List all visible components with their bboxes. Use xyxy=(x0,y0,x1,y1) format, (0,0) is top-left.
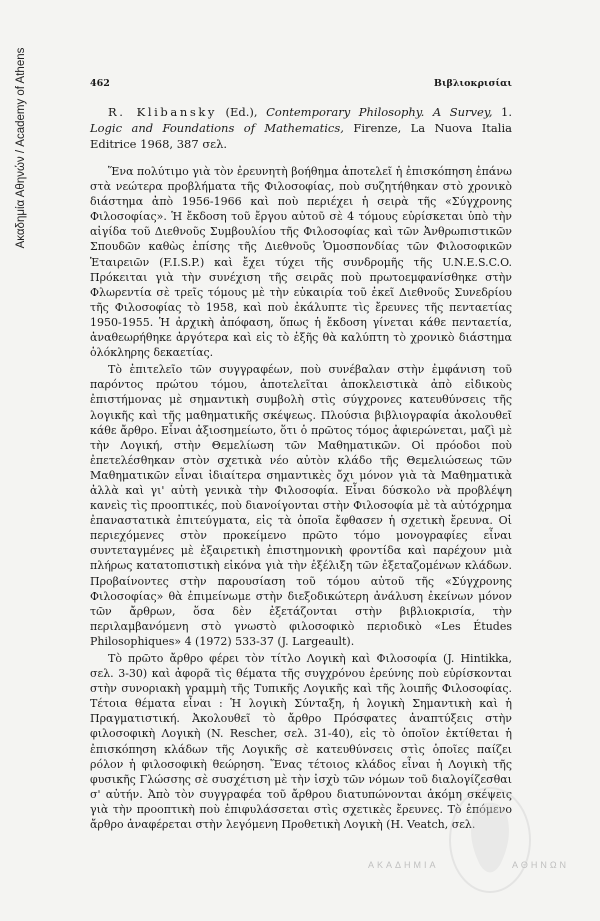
paragraph-2: Τὸ ἐπιτελεῖο τῶν συγγραφέων, ποὺ συνέβαλαν στὴν ἐμφάνιση τοῦ παρόντος πρώτου τόμου, ἀποτελεῖται ἀποκλειστικὰ ἀπὸ εἰδικοὺς ἐπιστήμονας μὲ σημαντικὴ συμβολὴ στὶς σύγχρονες κατευθύνσεις τῆς λογικῆς καὶ τῆς μαθηματικῆς σκέψεως. Πλούσια βιβλιογραφία ἀκολουθεῖ κάθε ἄρθρο. Εἶναι ἀξιοσημείωτο, ὅτι ὁ πρῶτος τόμος ἀφιερώνεται, μαζὶ μὲ τὴν Λογική, στὴν Θεμελίωση τῶν Μαθηματικῶν. Οἱ πρόοδοι ποὺ ἐπετελέσθηκαν στὸν σχετικὰ νέο αὐτὸν κλάδο τῆς Θεμελιώσεως τῶν Μαθηματικῶν εἶναι ἰδιαίτερα σημαντικὲς ὄχι μόνον γιὰ τὰ Μαθηματικὰ ἀλλὰ καὶ γι' αὐτὴ γενικὰ τὴν Φιλοσοφία. Εἶναι δύσκολο νὰ προβλέψη κανεὶς τὶς προοπτικές, ποὺ διανοίγονται στὴν Φιλοσοφία μὲ τὰ αὐτόχρημα ἐπαναστατικὰ ἐπιτεύγματα, εἰς τὰ ὁποῖα ἔφθασεν ἡ σχετικὴ ἔρευνα. Οἱ περιεχόμενες στὸν προκείμενο πρῶτο τόμο μονογραφίες εἶναι συντεταγμένες μὲ ἐξαιρετικὴ ἐπιστημονικὴ φροντίδα καὶ παρέχουν μιὰ πλήρως κατατοπιστικὴ εἰκόνα γιὰ τὴν ἐξέλιξη τῶν ἐξεταζομένων κλάδων. Προβαίνοντες στὴν παρουσίαση τοῦ τόμου αὐτοῦ τῆς «Σύγχρονης Φιλοσοφίας» θὰ ἐπιμείνωμε στὴν διεξοδικώτερη ἀνάλυση ἐκείνων μόνον τῶν ἄρθρων, ὅσα δὲν ἐξετάζονται στὴν βιβλιοκρισία, τὴν περιλαμβανόμενη στὸ γνωστὸ φιλοσοφικὸ περιοδικὸ «Les Études Philosophiques» 4 (1972) 533-37 (J. Largeault). xyxy=(90,363,512,648)
paragraph-3: Τὸ πρῶτο ἄρθρο φέρει τὸν τίτλο Λογικὴ καὶ Φιλοσοφία (J. Hintikka, σελ. 3-30) καὶ ἀφορᾶ τὶς θέματα τῆς συγχρόνου ἐρεύνης ποὺ εὑρίσκονται στὴν συνοριακὴ γραμμὴ τῆς Τυπικῆς Λογικῆς καὶ τῆς λοιπῆς Φιλοσοφίας. Τέτοια θέματα εἶναι : Ἡ λογικὴ Σύνταξη, ἡ λογικὴ Σημαντικὴ καὶ ἡ Πραγματιστική. Ἀκολουθεῖ τὸ ἄρθρο Πρόσφατες ἀναπτύξεις στὴν φιλοσοφικὴ Λογικὴ (N. Rescher, σελ. 31-40), εἰς τὸ ὁποῖον ἐκτίθεται ἡ ἐπισκόπηση κλάδων τῆς Λογικῆς σὲ κατευθύνσεις στὶς ὁποῖες παίζει ρόλον ἡ φιλοσοφικὴ θεώρηση. Ἕνας τέτοιος κλάδος εἶναι ἡ Λογικὴ τῆς φυσικῆς Γλώσσης σὲ συσχέτιση μὲ τὴν ἰσχὺ τῶν νόμων τοῦ διαλογίζεσθαι σ' αὐτήν. Ἀπὸ τὸν συγγραφέα τοῦ ἄρθρου διατυπώνονται ἀκόμη σκέψεις γιὰ τὴν προοπτικὴ ποὺ ἐπιφυλάσσεται στὶς σχετικὲς ἔρευνες. Τὸ ἑπόμενο ἄρθρο ἀναφέρεται στὴν λεγόμενη Προθετικὴ Λογικὴ (H. Veatch, σελ. xyxy=(90,652,512,832)
reference-subtitle: Logic and Foundations of Mathematics, xyxy=(90,121,344,135)
page-number: 462 xyxy=(90,78,110,89)
reference-author: R. Klibansky xyxy=(108,105,217,119)
reference-publisher: Firenze, La Nuova Italia Editrice 1968, 387 σελ. xyxy=(90,121,512,151)
side-archive-text: Ακαδημία Αθηνών / Academy of Athens xyxy=(15,47,27,249)
side-archive-label xyxy=(14,28,28,268)
reference-volume: 1. xyxy=(492,105,513,119)
watermark-right-text: ΑΘΗΝΩΝ xyxy=(512,860,570,870)
book-reference xyxy=(90,104,512,152)
article-body xyxy=(90,104,512,832)
reference-title: Contemporary Philosophy. A Survey, xyxy=(266,105,493,119)
paragraph-1: Ἕνα πολύτιμο γιὰ τὸν ἐρευνητὴ βοήθημα ἀποτελεῖ ἡ ἐπισκόπηση ἐπάνω στὰ νεώτερα προβλήματα τῆς Φιλοσοφίας, ποὺ συζητήθηκαν στὸ χρονικὸ διάστημα ἀπὸ 1956-1966 καὶ ποὺ περιέχει ἡ σειρὰ τῆς «Σύγχρονης Φιλοσοφίας». Ἡ ἔκδοση τοῦ ἔργου αὐτοῦ σὲ 4 τόμους εὑρίσκεται ὑπὸ τὴν αἰγίδα τοῦ Διεθνοῦς Συμβουλίου τῆς Φιλοσοφίας καὶ τῶν Ἀνθρωπιστικῶν Σπουδῶν καθὼς ἐπίσης τῆς Διεθνοῦς Ὁμοσπονδίας τῶν Φιλοσοφικῶν Ἑταιρειῶν (F.I.S.P.) καὶ ἔχει τύχει τῆς συνδρομῆς τῆς U.N.E.S.C.O. Πρόκειται γιὰ τὴν συνέχιση τῆς σειρᾶς ποὺ πρωτοεμφανίσθηκε στὴν Φλωρεντία σὲ τρεῖς τόμους μὲ τὴν εὐκαιρία τοῦ ἐκεῖ Διεθνοῦς Συνεδρίου τῆς Φιλοσοφίας τὸ 1958, καὶ ποὺ ἐκάλυπτε τὶς ἔρευνες τῆς πενταετίας 1950-1955. Ἡ ἀρχικὴ ἀπόφαση, ὅπως ἡ ἔκδοση γίνεται κάθε πενταετία, ἀναθεωρήθηκε ἀργότερα καὶ εἰς τὸ ἑξῆς θὰ καλύπτη τὸ χρονικὸ διάστημα ὁλόκληρης δεκαετίας. xyxy=(90,165,512,360)
watermark-left-text: ΑΚΑΔΗΜΙΑ xyxy=(368,860,439,870)
page-header xyxy=(90,78,512,94)
running-head: Βιβλιοκρισίαι xyxy=(433,78,512,89)
reference-editor-note: (Ed.), xyxy=(217,105,267,119)
academy-seal-watermark xyxy=(405,780,575,900)
